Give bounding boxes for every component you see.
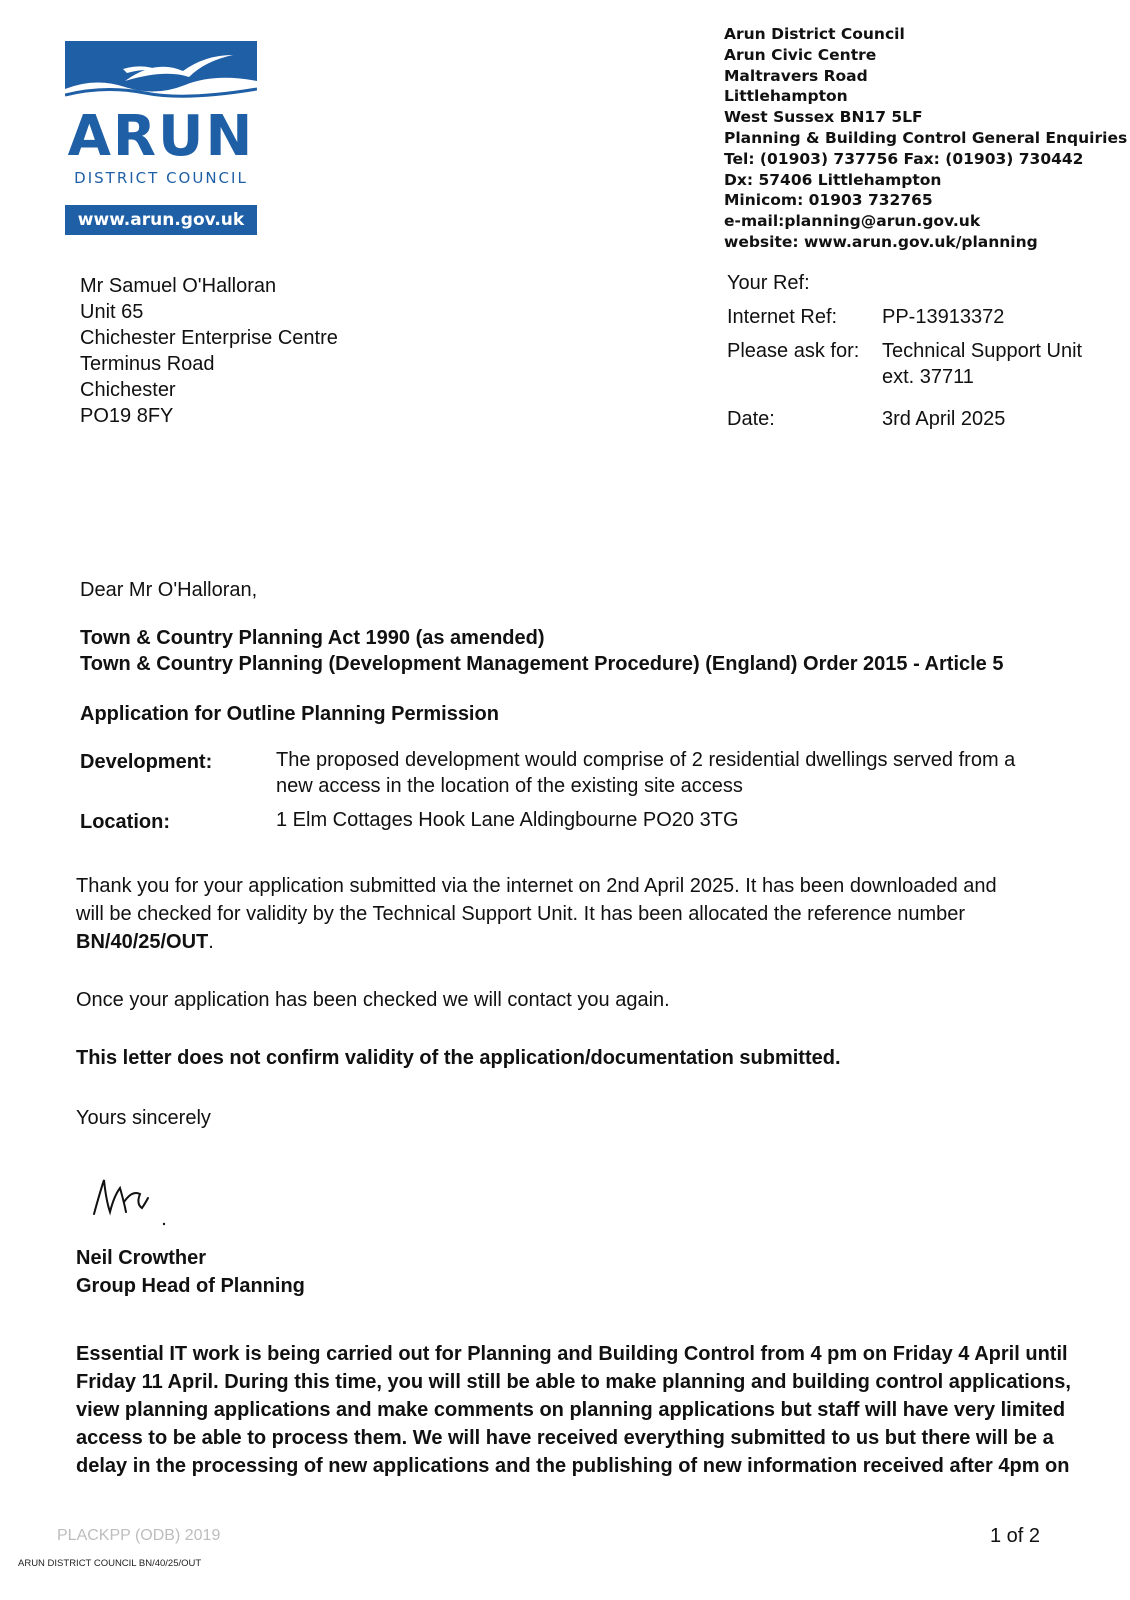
signatory-title: Group Head of Planning — [76, 1275, 305, 1297]
arun-logo — [65, 41, 257, 233]
paragraph-1-line-1: Thank you for your application submitted via the internet on 2nd April 2025. It has been downloaded and — [76, 875, 997, 897]
it-notice-line: access to be able to process them. We will have received everything submitted to us but there will be a — [76, 1427, 1054, 1449]
logo-banner — [65, 41, 257, 101]
council-line: West Sussex BN17 5LF — [724, 108, 923, 127]
paragraph-2: Once your application has been checked we will contact you again. — [76, 989, 670, 1011]
closing: Yours sincerely — [76, 1107, 211, 1129]
logo-url: www.arun.gov.uk — [65, 205, 257, 235]
development-line-2: new access in the location of the existing site access — [276, 775, 743, 797]
sentence-end: . — [208, 931, 214, 953]
recipient-line: Terminus Road — [80, 353, 215, 375]
internet-ref-value: PP-13913372 — [882, 306, 1005, 328]
recipient-line: Mr Samuel O'Halloran — [80, 275, 277, 297]
council-line: Littlehampton — [724, 87, 848, 106]
council-line: Dx: 57406 Littlehampton — [724, 170, 942, 189]
logo-wordmark: ARUN — [67, 104, 255, 169]
council-line: Arun Civic Centre — [724, 45, 877, 64]
internet-ref-label: Internet Ref: — [727, 306, 838, 328]
heading-application-type: Application for Outline Planning Permission — [80, 703, 499, 725]
it-notice-line: delay in the processing of new applications and the publishing of new information received after 4pm on — [76, 1455, 1070, 1477]
recipient-line: Unit 65 — [80, 301, 144, 323]
council-address-block — [724, 24, 1127, 253]
council-line: Tel: (01903) 737756 Fax: (01903) 730442 — [724, 149, 1084, 168]
signature-image — [84, 1172, 174, 1232]
development-line-1: The proposed development would comprise of 2 residential dwellings served from a — [276, 749, 1016, 771]
location-label: Location: — [80, 811, 170, 833]
your-ref-label: Your Ref: — [727, 272, 810, 294]
logo-subtitle: DISTRICT COUNCIL — [74, 169, 248, 187]
footer-reference: ARUN DISTRICT COUNCIL BN/40/25/OUT — [18, 1558, 202, 1569]
recipient-address — [80, 273, 338, 429]
location-value: 1 Elm Cottages Hook Lane Aldingbourne PO20 3TG — [276, 809, 739, 831]
paragraph-1-line-2: will be checked for validity by the Technical Support Unit. It has been allocated the reference number — [76, 903, 966, 925]
heading-order: Town & Country Planning (Development Management Procedure) (England) Order 2015 - Article 5 — [80, 653, 1004, 675]
it-notice-line: Friday 11 April. During this time, you will still be able to make planning and building control applications, — [76, 1371, 1071, 1393]
ask-for-label: Please ask for: — [727, 340, 860, 362]
council-line: e-mail:planning@arun.gov.uk — [724, 212, 981, 231]
it-notice-line: view planning applications and make comments on planning applications but staff will have very limited — [76, 1399, 1066, 1421]
validity-notice: This letter does not confirm validity of the application/documentation submitted. — [76, 1047, 841, 1069]
ask-for-extension: ext. 37711 — [882, 366, 974, 388]
footer-template-code: PLACKPP (ODB) 2019 — [57, 1527, 221, 1544]
heading-act: Town & Country Planning Act 1990 (as amended) — [80, 627, 545, 649]
recipient-line: Chichester Enterprise Centre — [80, 327, 338, 349]
signatory-name: Neil Crowther — [76, 1247, 207, 1269]
council-line: website: www.arun.gov.uk/planning — [724, 232, 1038, 251]
council-line: Planning & Building Control General Enquiries — [724, 128, 1128, 147]
paragraph-1-line-3 — [76, 928, 214, 956]
recipient-line: Chichester — [80, 379, 176, 401]
application-reference: BN/40/25/OUT — [76, 931, 209, 953]
council-line: Maltravers Road — [724, 66, 868, 85]
ask-for-value: Technical Support Unit — [882, 340, 1083, 362]
date-value: 3rd April 2025 — [882, 408, 1006, 430]
date-label: Date: — [727, 408, 775, 430]
development-label: Development: — [80, 751, 213, 773]
seagull-waves-icon — [65, 41, 257, 101]
it-notice-line: Essential IT work is being carried out for Planning and Building Control from 4 pm on Friday 4 April until — [76, 1343, 1068, 1365]
council-line: Minicom: 01903 732765 — [724, 191, 933, 210]
page-number: 1 of 2 — [990, 1525, 1041, 1547]
recipient-line: PO19 8FY — [80, 405, 174, 427]
salutation: Dear Mr O'Halloran, — [80, 579, 258, 601]
council-line: Arun District Council — [724, 25, 905, 43]
